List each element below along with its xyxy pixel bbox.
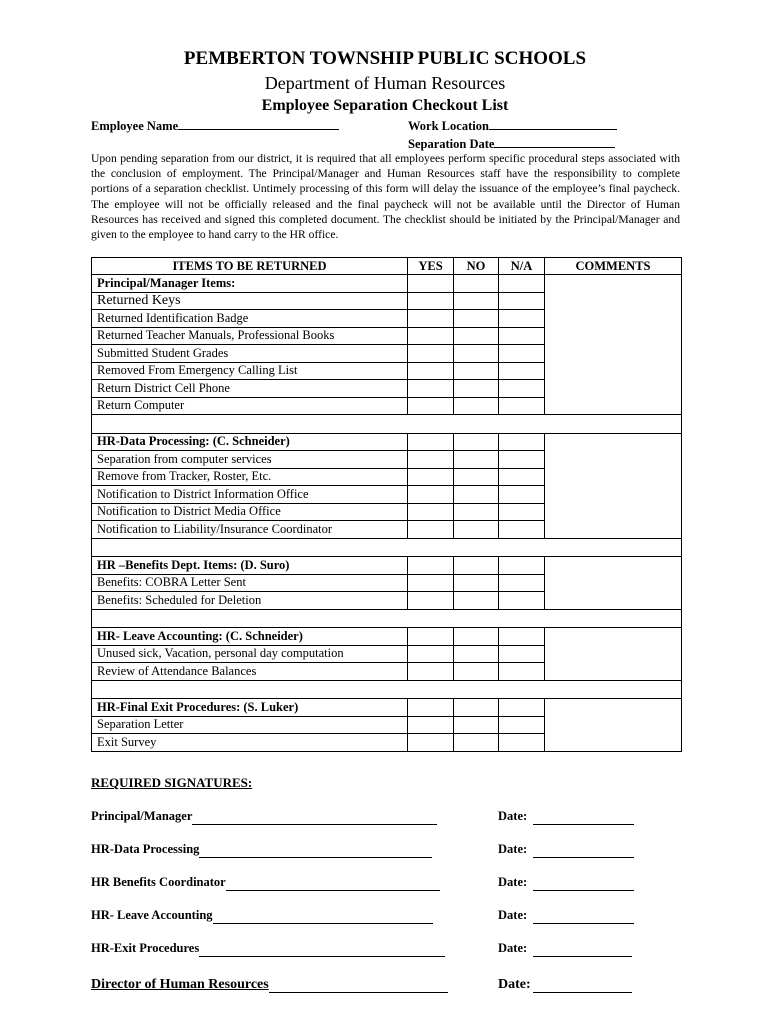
date-label: Date: (498, 908, 528, 922)
comments-cell[interactable] (545, 628, 682, 681)
item-label: Return District Cell Phone (92, 380, 408, 398)
yes-cell[interactable] (408, 362, 454, 380)
yes-cell[interactable] (408, 521, 454, 539)
separation-date-label: Separation Date (408, 137, 495, 151)
section-label: HR-Final Exit Procedures: (S. Luker) (92, 699, 408, 717)
no-cell[interactable] (454, 521, 499, 539)
spacer-cell (92, 538, 682, 557)
employee-name-line[interactable] (178, 118, 339, 130)
item-label: Exit Survey (92, 734, 408, 752)
yes-cell[interactable] (408, 451, 454, 469)
date-line[interactable] (533, 956, 632, 957)
section-row (92, 628, 682, 646)
date-label: Date: (498, 977, 531, 992)
work-location-label: Work Location (408, 119, 489, 133)
comments-cell[interactable] (545, 433, 682, 538)
date-line[interactable] (533, 857, 634, 858)
signature-line[interactable] (269, 992, 448, 993)
na-cell[interactable] (499, 310, 545, 328)
item-label: Notification to District Information Office (92, 486, 408, 504)
table-spacer-row (92, 680, 682, 699)
date-line[interactable] (533, 923, 634, 924)
item-label: Removed From Emergency Calling List (92, 362, 408, 380)
signature-label: HR-Data Processing (91, 842, 200, 856)
no-cell[interactable] (454, 310, 499, 328)
signature-line[interactable] (213, 923, 433, 924)
na-cell[interactable] (499, 327, 545, 345)
required-signatures-heading: REQUIRED SIGNATURES: (91, 775, 253, 790)
date-line[interactable] (533, 992, 632, 993)
item-label: Review of Attendance Balances (92, 663, 408, 681)
yes-cell[interactable] (408, 310, 454, 328)
na-cell[interactable] (499, 645, 545, 663)
na-cell[interactable] (499, 468, 545, 486)
yes-cell[interactable] (408, 292, 454, 310)
signature-line[interactable] (226, 890, 440, 891)
item-label: Separation Letter (92, 716, 408, 734)
signature-label: Director of Human Resources (91, 977, 269, 992)
yes-cell[interactable] (408, 468, 454, 486)
no-cell[interactable] (454, 645, 499, 663)
no-cell[interactable] (454, 292, 499, 310)
section-label: Principal/Manager Items: (92, 275, 408, 293)
comments-cell[interactable] (545, 557, 682, 610)
header-na: N/A (499, 258, 545, 275)
checklist-table (91, 257, 682, 752)
no-cell[interactable] (454, 663, 499, 681)
signature-line[interactable] (199, 956, 445, 957)
spacer-cell (92, 680, 682, 699)
no-cell[interactable] (454, 734, 499, 752)
separation-date-line[interactable] (494, 136, 615, 148)
department-title: Department of Human Resources (264, 73, 506, 93)
yes-cell[interactable] (408, 574, 454, 592)
date-line[interactable] (533, 824, 634, 825)
signature-row (91, 908, 691, 928)
date-label: Date: (498, 941, 528, 955)
form-title: Employee Separation Checkout List (261, 97, 509, 114)
yes-cell[interactable] (408, 486, 454, 504)
yes-cell[interactable] (408, 397, 454, 415)
no-cell[interactable] (454, 362, 499, 380)
yes-cell[interactable] (408, 345, 454, 363)
yes-cell[interactable] (408, 663, 454, 681)
na-cell[interactable] (499, 275, 545, 293)
header-comments: COMMENTS (545, 258, 682, 275)
signature-row (91, 875, 691, 895)
signature-row (91, 809, 691, 829)
na-cell[interactable] (499, 362, 545, 380)
date-label: Date: (498, 809, 528, 823)
yes-cell[interactable] (408, 734, 454, 752)
signature-label: Principal/Manager (91, 809, 193, 823)
date-line[interactable] (533, 890, 634, 891)
no-cell[interactable] (454, 433, 499, 451)
org-title: PEMBERTON TOWNSHIP PUBLIC SCHOOLS (183, 48, 587, 69)
table-spacer-row (92, 538, 682, 557)
signature-row (91, 977, 691, 997)
section-row (92, 557, 682, 575)
yes-cell[interactable] (408, 592, 454, 610)
na-cell[interactable] (499, 592, 545, 610)
comments-cell[interactable] (545, 699, 682, 752)
section-row (92, 275, 682, 293)
work-location-field[interactable] (408, 118, 617, 134)
no-cell[interactable] (454, 380, 499, 398)
header-items: ITEMS TO BE RETURNED (92, 258, 408, 275)
section-label: HR- Leave Accounting: (C. Schneider) (92, 628, 408, 646)
na-cell[interactable] (499, 663, 545, 681)
no-cell[interactable] (454, 716, 499, 734)
item-label: Benefits: COBRA Letter Sent (92, 574, 408, 592)
yes-cell[interactable] (408, 503, 454, 521)
section-label: HR-Data Processing: (C. Schneider) (92, 433, 408, 451)
item-label: Unused sick, Vacation, personal day computation (92, 645, 408, 663)
no-cell[interactable] (454, 468, 499, 486)
item-label: Returned Identification Badge (92, 310, 408, 328)
yes-cell[interactable] (408, 433, 454, 451)
no-cell[interactable] (454, 574, 499, 592)
signature-line[interactable] (199, 857, 432, 858)
yes-cell[interactable] (408, 716, 454, 734)
section-label: HR –Benefits Dept. Items: (D. Suro) (92, 557, 408, 575)
na-cell[interactable] (499, 521, 545, 539)
no-cell[interactable] (454, 557, 499, 575)
item-label: Returned Keys (92, 292, 408, 310)
item-label: Return Computer (92, 397, 408, 415)
na-cell[interactable] (499, 503, 545, 521)
na-cell[interactable] (499, 716, 545, 734)
intro-paragraph: Upon pending separation from our district, it is required that all employees perform specific procedural steps associated with the conclusion of employment. The Principal/Manager and Human Resources staff have the responsibility to complete portions of a separation checklist. Untimely processing of this form will delay the issuance of the employee’s final paycheck. The employee will not be officially released and the final paycheck will not be available until the Director of Human Resources has received and signed this completed document. The checklist should be initiated by the Principal/Manager and given to the employee to hand carry to the HR office. (91, 152, 680, 242)
no-cell[interactable] (454, 451, 499, 469)
item-label: Separation from computer services (92, 451, 408, 469)
signature-label: HR-Exit Procedures (91, 941, 200, 955)
na-cell[interactable] (499, 292, 545, 310)
no-cell[interactable] (454, 628, 499, 646)
na-cell[interactable] (499, 628, 545, 646)
item-label: Submitted Student Grades (92, 345, 408, 363)
signature-line[interactable] (192, 824, 437, 825)
na-cell[interactable] (499, 486, 545, 504)
date-label: Date: (498, 875, 528, 889)
yes-cell[interactable] (408, 645, 454, 663)
item-label: Notification to District Media Office (92, 503, 408, 521)
work-location-line[interactable] (489, 118, 617, 130)
header-yes: YES (408, 258, 454, 275)
date-label: Date: (498, 842, 528, 856)
na-cell[interactable] (499, 345, 545, 363)
na-cell[interactable] (499, 734, 545, 752)
header-no: NO (454, 258, 499, 275)
signature-row (91, 842, 691, 862)
signature-row (91, 941, 691, 961)
no-cell[interactable] (454, 397, 499, 415)
yes-cell[interactable] (408, 557, 454, 575)
na-cell[interactable] (499, 451, 545, 469)
no-cell[interactable] (454, 275, 499, 293)
employee-name-field[interactable] (91, 118, 339, 134)
employee-name-label: Employee Name (91, 119, 179, 133)
item-label: Benefits: Scheduled for Deletion (92, 592, 408, 610)
no-cell[interactable] (454, 699, 499, 717)
na-cell[interactable] (499, 574, 545, 592)
yes-cell[interactable] (408, 327, 454, 345)
na-cell[interactable] (499, 433, 545, 451)
yes-cell[interactable] (408, 699, 454, 717)
yes-cell[interactable] (408, 628, 454, 646)
signature-label: HR Benefits Coordinator (91, 875, 226, 889)
na-cell[interactable] (499, 699, 545, 717)
item-label: Remove from Tracker, Roster, Etc. (92, 468, 408, 486)
na-cell[interactable] (499, 397, 545, 415)
no-cell[interactable] (454, 345, 499, 363)
section-row (92, 433, 682, 451)
yes-cell[interactable] (408, 380, 454, 398)
no-cell[interactable] (454, 327, 499, 345)
na-cell[interactable] (499, 557, 545, 575)
no-cell[interactable] (454, 592, 499, 610)
item-label: Returned Teacher Manuals, Professional Books (92, 327, 408, 345)
comments-cell[interactable] (545, 275, 682, 415)
section-row (92, 699, 682, 717)
yes-cell[interactable] (408, 275, 454, 293)
na-cell[interactable] (499, 380, 545, 398)
signature-label: HR- Leave Accounting (91, 908, 213, 922)
spacer-cell (92, 415, 682, 434)
table-spacer-row (92, 415, 682, 434)
item-label: Notification to Liability/Insurance Coordinator (92, 521, 408, 539)
no-cell[interactable] (454, 503, 499, 521)
separation-date-field[interactable] (408, 136, 615, 152)
table-spacer-row (92, 609, 682, 628)
spacer-cell (92, 609, 682, 628)
table-header-row (92, 258, 682, 275)
no-cell[interactable] (454, 486, 499, 504)
